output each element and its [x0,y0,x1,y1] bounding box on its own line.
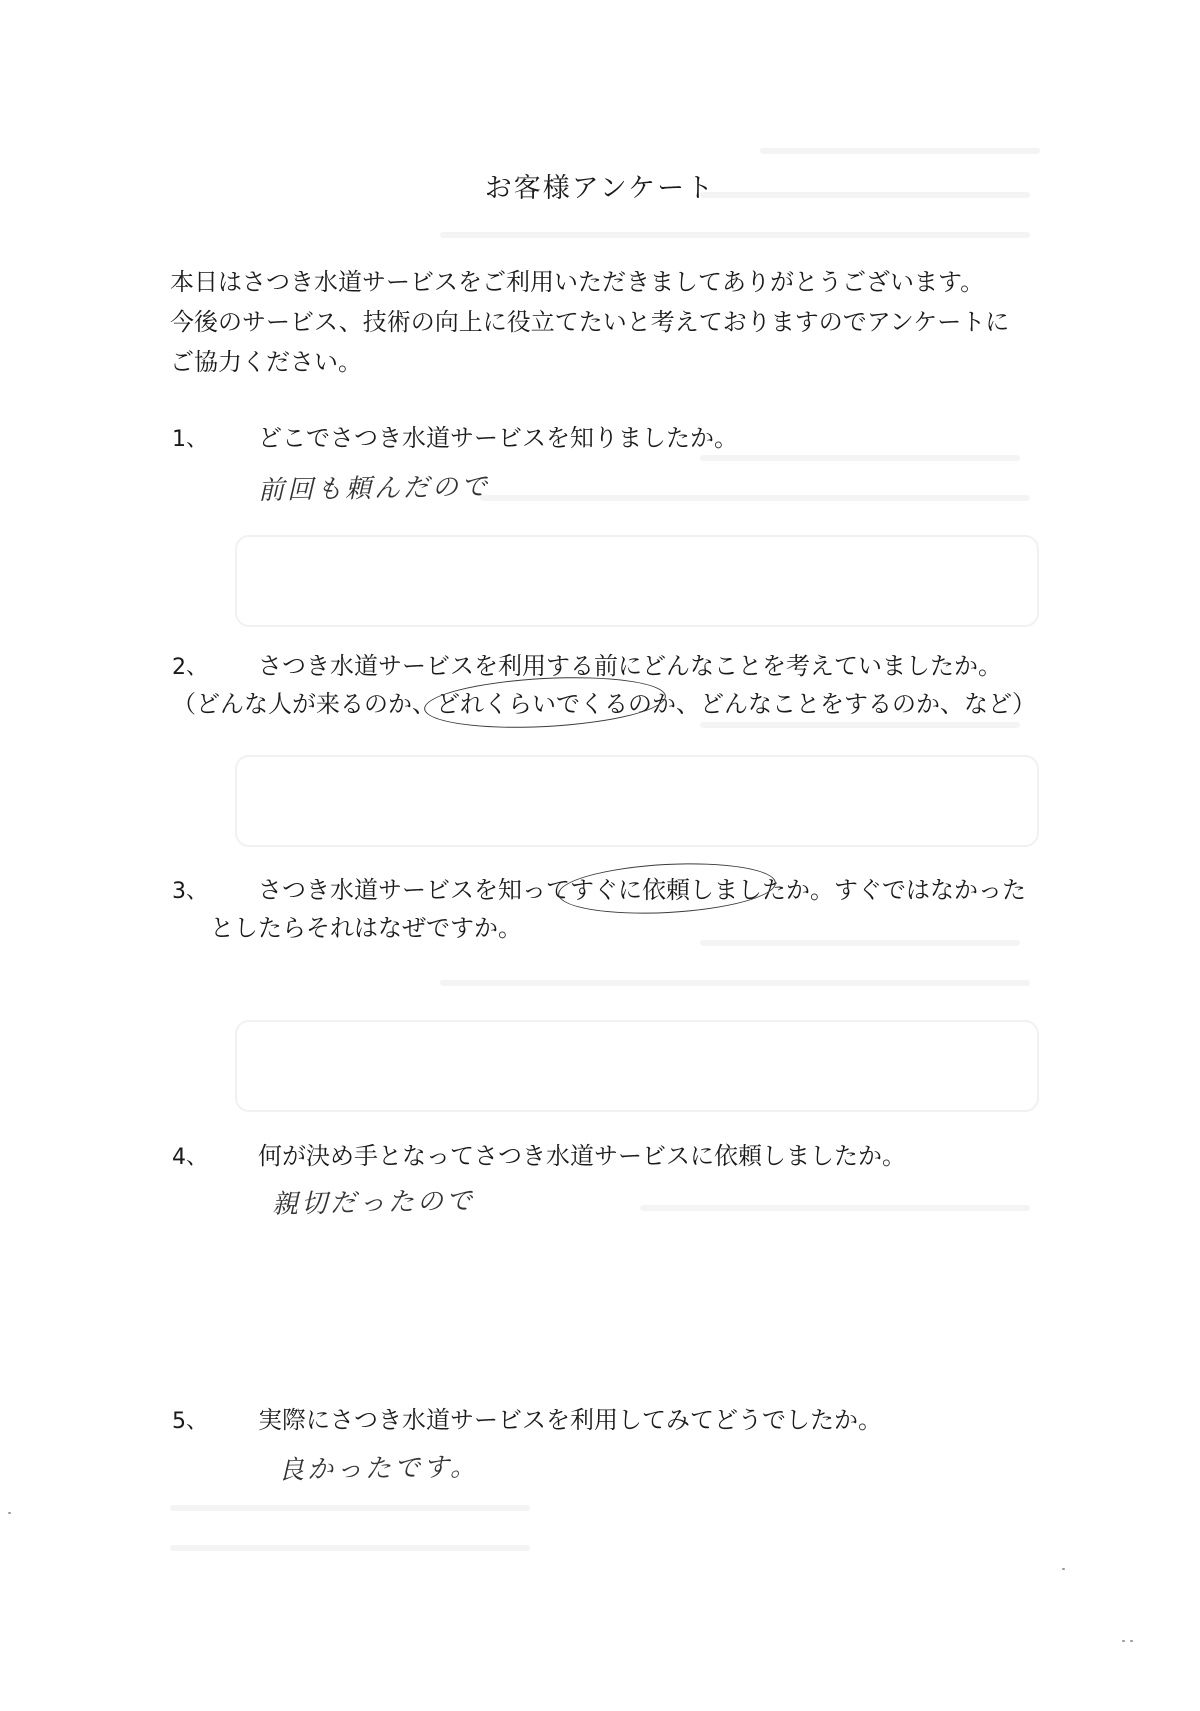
show-through-line [700,722,1020,728]
show-through-box [235,1020,1039,1112]
question-text: どこでさつき水道サービスを知りましたか。 [258,424,738,452]
scan-speck [1130,1640,1133,1642]
show-through-box [235,755,1039,847]
question-text-continued: としたらそれはなぜですか。 [210,914,522,942]
question-text-continued [172,684,1036,719]
show-through-line [700,940,1020,946]
question-text-part: さつき水道サービスを知って [258,876,570,904]
question-number: 5、 [172,1409,208,1434]
question-number: 2、 [172,655,208,680]
handwritten-answer: 良かったです。 [277,1452,480,1486]
question-number: 4、 [172,1145,208,1170]
question-text: さつき水道サービスを利用する前にどんなことを考えていましたか。 [258,652,1002,680]
show-through-line [440,980,1030,986]
show-through-line [440,232,1030,238]
show-through-line [640,1205,1030,1211]
show-through-box [235,535,1039,627]
circled-phrase-text: すぐに依頼しまし [570,876,762,904]
show-through-line [700,455,1020,461]
scan-speck [1122,1640,1125,1642]
intro-line: 今後のサービス、技術の向上に役立てたいと考えておりますのでアンケートに [170,308,1010,336]
intro-paragraph [170,262,1070,382]
circled-phrase [570,870,762,905]
question-number: 3、 [172,879,208,904]
handwritten-answer: 前回も頼んだので [257,471,491,507]
intro-line: 本日はさつき水道サービスをご利用いただきましてありがとうございます。 [170,268,985,296]
question-text: 何が決め手となってさつき水道サービスに依頼しましたか。 [258,1142,906,1170]
circled-phrase [436,684,652,719]
show-through-line [170,1545,530,1551]
circled-phrase-text: どれくらいでくるの [436,690,652,718]
question-text: 実際にさつき水道サービスを利用してみてどうでしたか。 [258,1406,882,1434]
question-text-part: （どんな人が来るのか、 [172,690,436,718]
handwritten-answer: 親切だったので [271,1186,476,1220]
intro-line: ご協力ください。 [170,348,362,376]
show-through-line [480,495,1030,501]
page-title: お客様アンケート [484,173,716,204]
scan-speck [1062,1568,1065,1570]
question-text-part: たか。すぐではなかった [762,876,1026,904]
question-text [258,870,1026,905]
question-text-part: か、どんなことをするのか、など） [652,690,1036,718]
show-through-line [170,1505,530,1511]
question-number: 1、 [172,427,208,452]
show-through-line [760,148,1040,154]
scan-speck [8,1512,11,1514]
